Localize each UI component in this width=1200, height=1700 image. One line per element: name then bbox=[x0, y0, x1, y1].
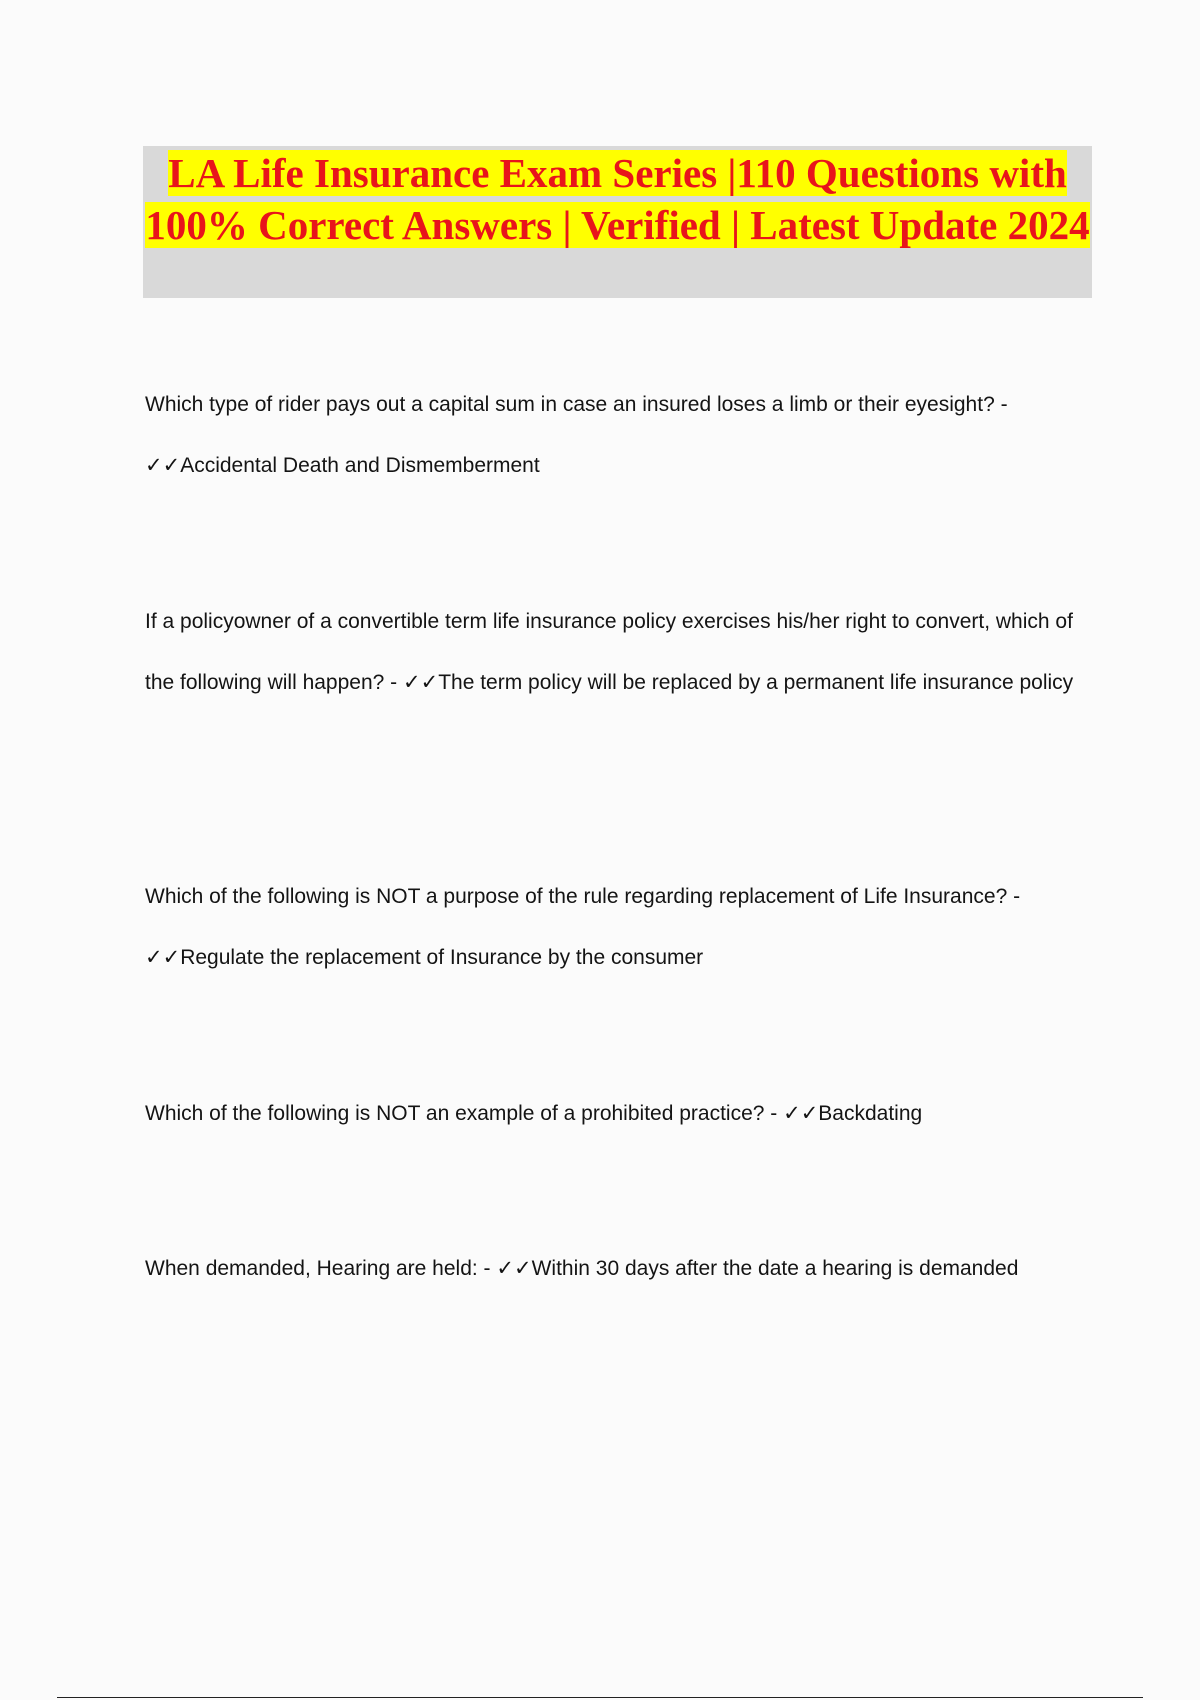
question-text: Which of the following is NOT an example of a prohibited practice? - bbox=[145, 1102, 778, 1125]
answer-text: ✓✓Accidental Death and Dismemberment bbox=[145, 454, 540, 477]
title-banner bbox=[143, 146, 1092, 298]
answer-text: ✓✓Backdating bbox=[783, 1102, 923, 1125]
document-title-text: LA Life Insurance Exam Series |110 Questions with 100% Correct Answers | Verified | Latest Update 2024 bbox=[145, 150, 1090, 248]
qa-item-1 bbox=[145, 374, 1075, 496]
document-title bbox=[143, 148, 1092, 251]
answer-text: ✓✓Regulate the replacement of Insurance by the consumer bbox=[145, 946, 704, 969]
qa-item-2 bbox=[145, 591, 1075, 713]
question-text: Which of the following is NOT a purpose of the rule regarding replacement of Life Insurance? - bbox=[145, 885, 1021, 908]
question-text: If a policyowner of a convertible term life insurance policy exercises his/her right to convert, which of the following will happen? - bbox=[145, 610, 1073, 694]
footer-divider bbox=[57, 1697, 1143, 1698]
question-text: When demanded, Hearing are held: - bbox=[145, 1257, 491, 1280]
answer-text: ✓✓Within 30 days after the date a hearing is demanded bbox=[496, 1257, 1019, 1280]
qa-item-5 bbox=[145, 1238, 1075, 1299]
answer-text: ✓✓The term policy will be replaced by a permanent life insurance policy bbox=[403, 671, 1074, 694]
qa-item-4 bbox=[145, 1083, 1075, 1144]
qa-item-3 bbox=[145, 866, 1075, 988]
question-text: Which type of rider pays out a capital sum in case an insured loses a limb or their eyesight? - bbox=[145, 393, 1008, 416]
